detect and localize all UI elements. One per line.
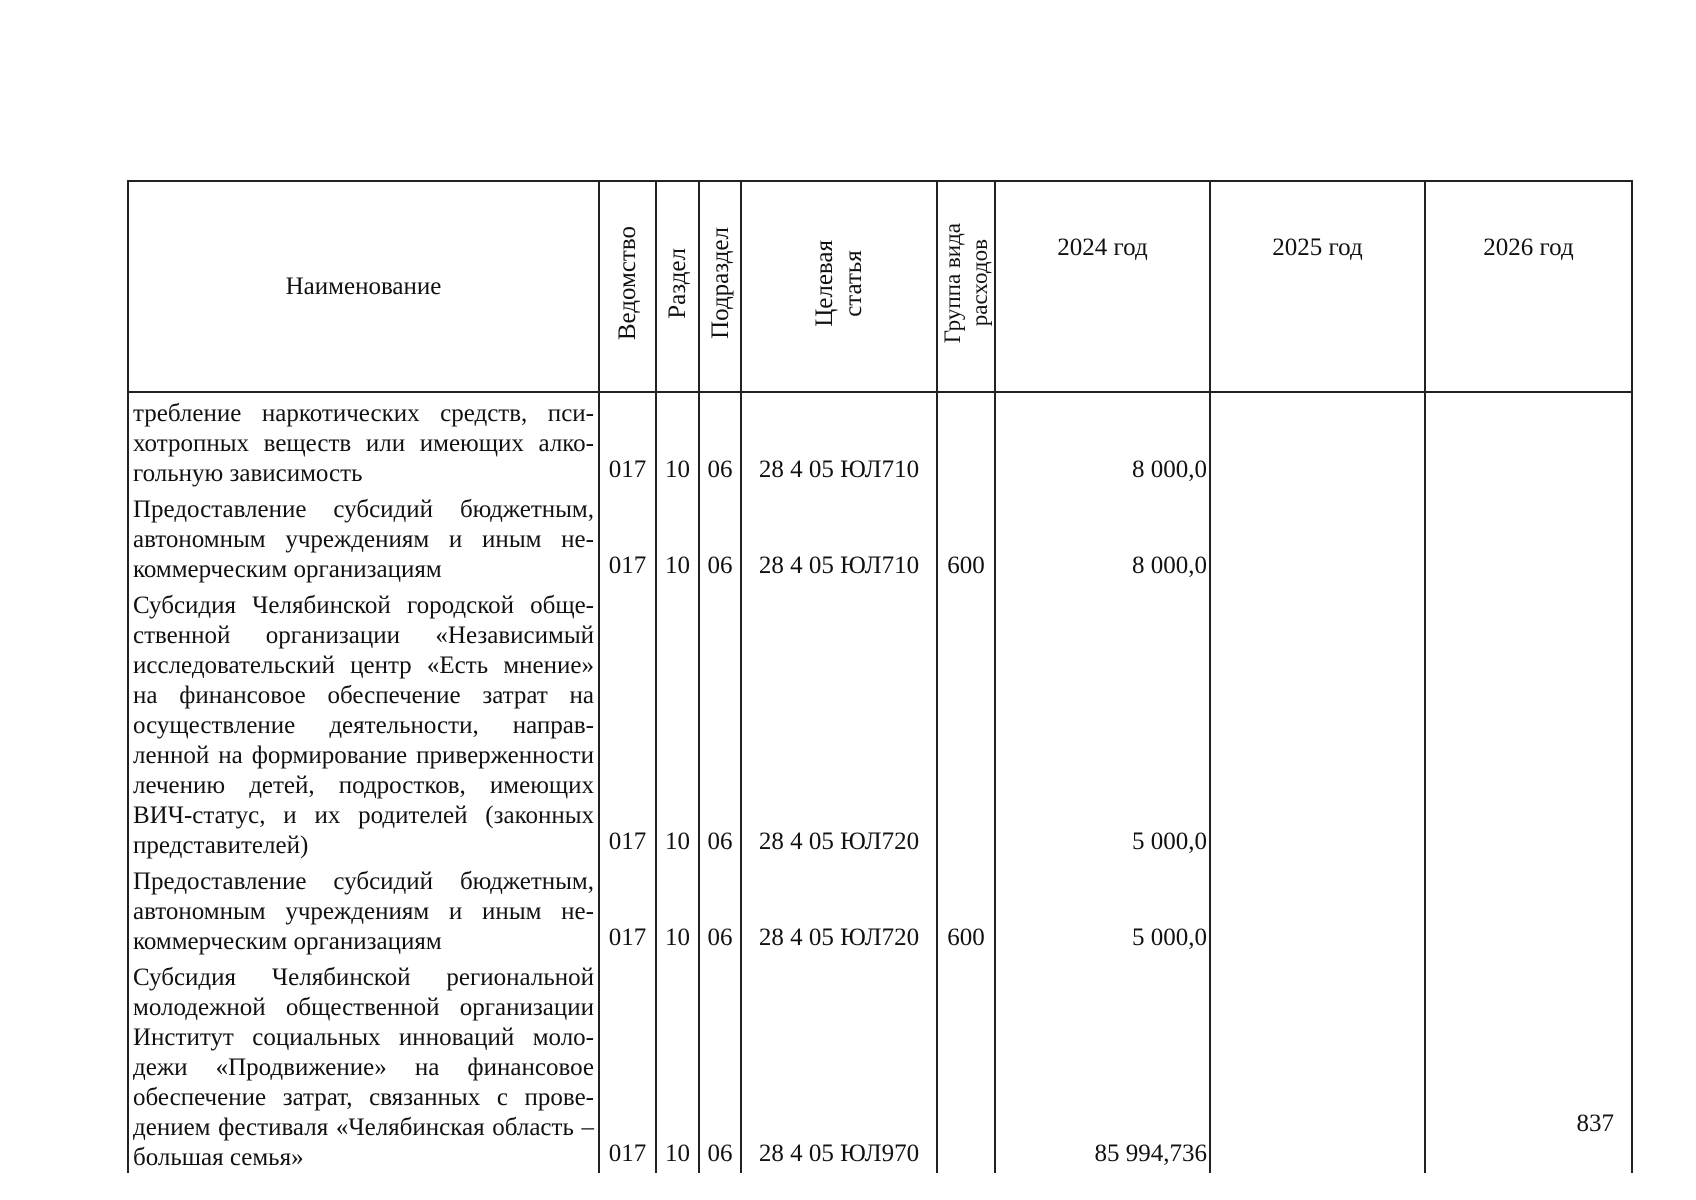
row-year-2025 [1210, 585, 1425, 861]
row-year-2026 [1425, 489, 1632, 585]
table-row [128, 392, 1632, 489]
row-year-2026 [1425, 861, 1632, 957]
header-year-2024: 2024 год [995, 181, 1210, 392]
header-department: Ведомство [599, 181, 656, 392]
row-year-2024: 8 000,0 [995, 489, 1210, 585]
table-header-row [128, 181, 1632, 392]
header-subsection: Подраздел [699, 181, 741, 392]
row-name: Субсидия Челябинской городской общественной организации «Независимый исследовательский центр «Есть мнение» на финансовое обеспечение затрат на осуществление деятельности, направленной на формирование приверженности лечению детей, подростков, имеющих ВИЧ-статус, и их родителей (законных представителей) [128, 585, 599, 861]
row-name: Предоставление субсидий бюджетным, автономным учреждениям и иным некоммерческим организациям [128, 861, 599, 957]
row-year-2025 [1210, 861, 1425, 957]
row-target-article: 28 4 05 ЮЛ970 [741, 957, 937, 1173]
row-year-2024: 5 000,0 [995, 585, 1210, 861]
header-year-2025: 2025 год [1210, 181, 1425, 392]
row-expense-group [937, 585, 995, 861]
row-expense-group [937, 392, 995, 489]
row-subsection: 06 [699, 585, 741, 861]
table-row [128, 585, 1632, 861]
row-target-article: 28 4 05 ЮЛ710 [741, 392, 937, 489]
row-department: 017 [599, 957, 656, 1173]
header-target-article: Целевая статья [741, 181, 937, 392]
row-year-2025 [1210, 489, 1425, 585]
table-row [128, 489, 1632, 585]
row-year-2024: 85 994,736 [995, 957, 1210, 1173]
row-section: 10 [656, 957, 699, 1173]
header-expense-group: Группа вида расходов [937, 181, 995, 392]
row-target-article: 28 4 05 ЮЛ720 [741, 585, 937, 861]
row-department: 017 [599, 585, 656, 861]
row-section: 10 [656, 392, 699, 489]
row-subsection: 06 [699, 957, 741, 1173]
row-expense-group [937, 957, 995, 1173]
table-row [128, 861, 1632, 957]
row-section: 10 [656, 861, 699, 957]
header-name: Наименование [128, 181, 599, 392]
table-row [128, 957, 1632, 1173]
row-year-2025 [1210, 957, 1425, 1173]
row-subsection: 06 [699, 861, 741, 957]
row-department: 017 [599, 392, 656, 489]
budget-table [127, 180, 1633, 1173]
row-name: Предоставление субсидий бюджетным, автономным учреждениям и иным некоммерческим организациям [128, 489, 599, 585]
row-section: 10 [656, 489, 699, 585]
row-subsection: 06 [699, 489, 741, 585]
row-subsection: 06 [699, 392, 741, 489]
row-year-2026 [1425, 585, 1632, 861]
header-year-2026: 2026 год [1425, 181, 1632, 392]
row-year-2025 [1210, 392, 1425, 489]
row-year-2024: 5 000,0 [995, 861, 1210, 957]
row-target-article: 28 4 05 ЮЛ710 [741, 489, 937, 585]
row-section: 10 [656, 585, 699, 861]
row-department: 017 [599, 861, 656, 957]
row-name: Субсидия Челябинской региональной молодежной общественной организации Институт социальных инноваций молодежи «Продвижение» на финансовое обеспечение затрат, связанных с проведением фестиваля «Челябинская область – большая семья» [128, 957, 599, 1173]
page-number: 837 [1576, 1110, 1614, 1137]
row-year-2026 [1425, 957, 1632, 1173]
row-year-2024: 8 000,0 [995, 392, 1210, 489]
row-name: требление наркотических средств, психотропных веществ или имеющих алкогольную зависимость [128, 392, 599, 489]
row-department: 017 [599, 489, 656, 585]
row-year-2026 [1425, 392, 1632, 489]
row-expense-group: 600 [937, 489, 995, 585]
row-expense-group: 600 [937, 861, 995, 957]
header-section: Раздел [656, 181, 699, 392]
row-target-article: 28 4 05 ЮЛ720 [741, 861, 937, 957]
